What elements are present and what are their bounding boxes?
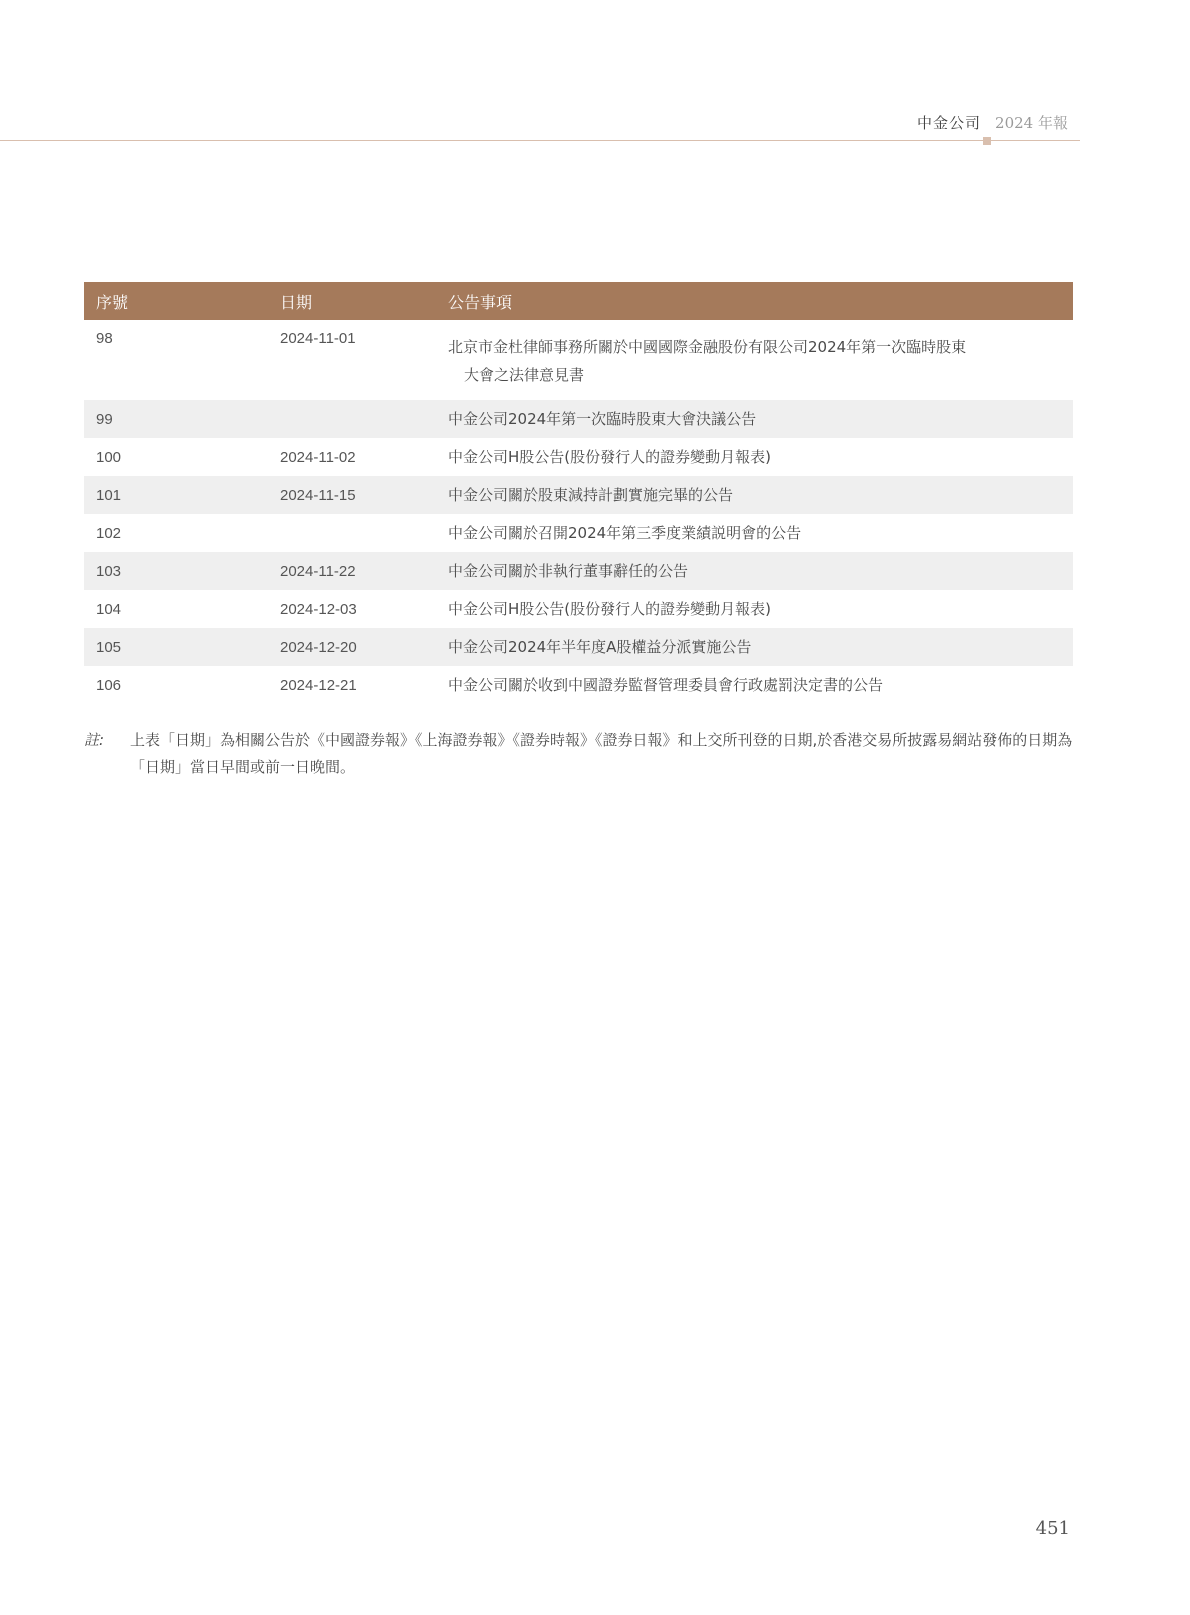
- row-date: 2024-11-02: [280, 448, 356, 466]
- row-number: 104: [96, 600, 122, 618]
- footnote-label: 註:: [84, 731, 105, 749]
- row-number: 105: [96, 638, 122, 656]
- table-row: [84, 666, 1073, 704]
- table-row: [84, 320, 1073, 400]
- row-number: 101: [96, 486, 122, 504]
- column-header-title: 公告事項: [448, 292, 513, 312]
- row-title: 中金公司2024年第一次臨時股東大會決議公告: [448, 410, 757, 428]
- row-number: 102: [96, 524, 122, 542]
- row-date: [268, 514, 436, 552]
- announcements-table: [84, 282, 1073, 704]
- row-title: 中金公司H股公告(股份發行人的證券變動月報表): [448, 600, 771, 618]
- row-title: 中金公司2024年半年度A股權益分派實施公告: [448, 638, 752, 656]
- row-number: 103: [96, 562, 122, 580]
- table-row: [84, 552, 1073, 590]
- header-report-year: 2024 年報: [995, 114, 1068, 132]
- table-row: [84, 628, 1073, 666]
- row-number: 100: [96, 448, 122, 466]
- row-title: 中金公司關於召開2024年第三季度業績説明會的公告: [448, 524, 802, 542]
- footnote: [84, 727, 1073, 781]
- table-row: [84, 514, 1073, 552]
- column-header-no: 序號: [96, 292, 129, 312]
- column-header-date: 日期: [280, 292, 313, 312]
- header-company: 中金公司: [917, 114, 982, 132]
- footnote-text: 上表「日期」為相關公告於《中國證券報》《上海證券報》《證券時報》《證券日報》和上交所刊登的日期,於香港交易所披露易網站發佈的日期為「日期」當日早間或前一日晚間。: [130, 731, 1073, 776]
- row-title: 中金公司關於股東減持計劃實施完畢的公告: [448, 486, 734, 504]
- header-rule: [0, 140, 1080, 141]
- row-title-line1: 北京市金杜律師事務所關於中國國際金融股份有限公司2024年第一次臨時股東: [448, 338, 967, 356]
- header-square-marker: [983, 137, 991, 145]
- row-title: 中金公司關於收到中國證券監督管理委員會行政處罰決定書的公告: [448, 676, 884, 694]
- row-number: 98: [96, 330, 113, 347]
- table-row: [84, 400, 1073, 438]
- row-date: 2024-12-21: [280, 676, 357, 694]
- table-header-row: [84, 282, 1073, 320]
- row-title-line2: 大會之法律意見書: [464, 366, 585, 384]
- row-date: 2024-11-15: [280, 486, 356, 504]
- row-date: 2024-12-20: [280, 638, 357, 656]
- row-title: 中金公司關於非執行董事辭任的公告: [448, 562, 689, 580]
- table-row: [84, 438, 1073, 476]
- row-title: 中金公司H股公告(股份發行人的證券變動月報表): [448, 448, 771, 466]
- running-header: [917, 112, 1068, 133]
- table-row: [84, 476, 1073, 514]
- row-date: 2024-11-01: [280, 330, 356, 347]
- page-number: 451: [1035, 1518, 1070, 1539]
- row-date: 2024-11-22: [280, 562, 356, 580]
- row-number: 106: [96, 676, 122, 694]
- row-number: 99: [96, 410, 113, 428]
- row-title: [436, 320, 1073, 400]
- row-date: [268, 400, 436, 438]
- table-row: [84, 590, 1073, 628]
- row-date: 2024-12-03: [280, 600, 357, 618]
